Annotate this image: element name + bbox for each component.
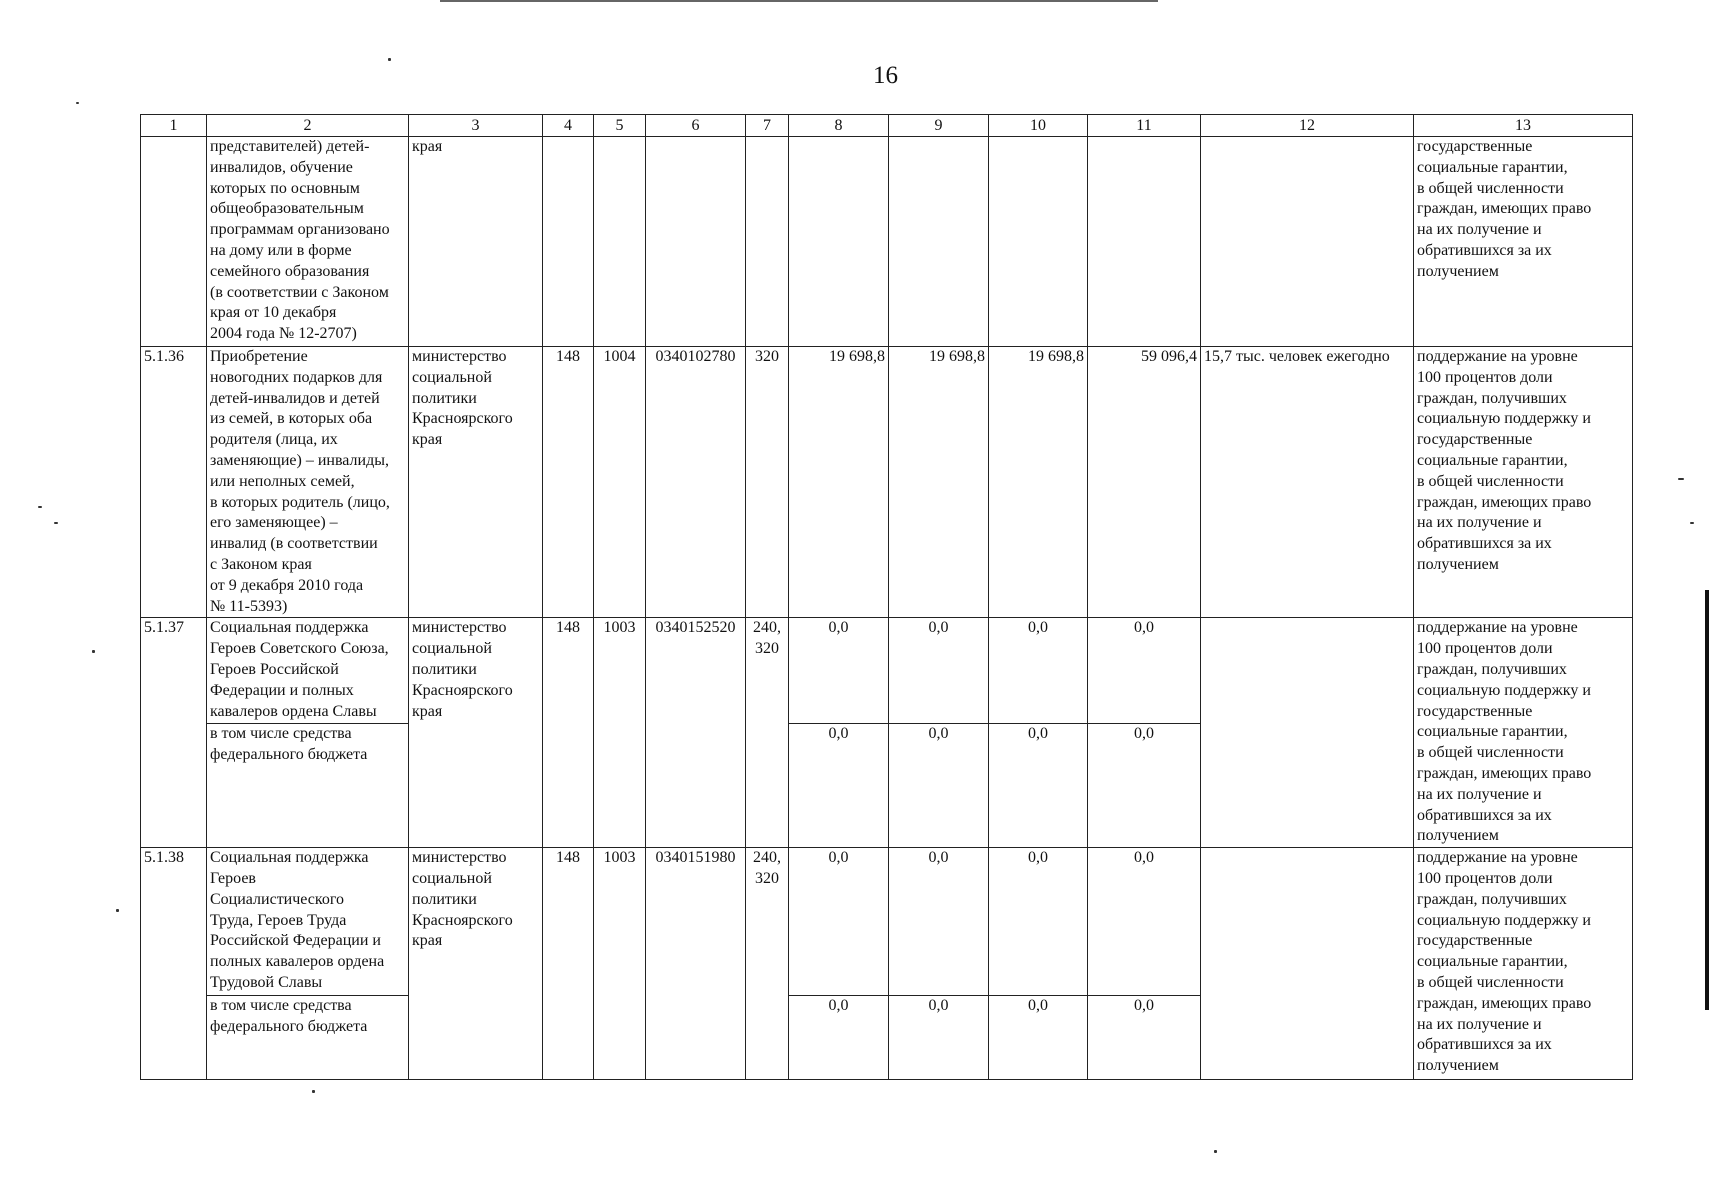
row-number-cell: 5.1.36 (141, 347, 207, 618)
amount-cell: 0,0 (989, 996, 1088, 1080)
table-row-5-1-36 (141, 347, 1633, 618)
csr-cell: 0340151980 (646, 848, 746, 1080)
vr-cell: 240, 320 (746, 848, 789, 1080)
program-table (140, 114, 1633, 1080)
amount-cell: 0,0 (789, 723, 889, 847)
amount-cell: 19 698,8 (889, 347, 989, 618)
table-row-5-1-37 (141, 618, 1633, 723)
vr-cell (746, 137, 789, 347)
indicator-cell: поддержание на уровне 100 процентов доли граждан, получивших социальную поддержку и государственные социальные гарантии, в общей численности граждан, имеющих право на их получение и обратившихся за их получением (1414, 848, 1633, 1080)
agency-cell: министерство социальной политики Красноярского края (409, 347, 543, 618)
indicator-cell: государственные социальные гарантии, в общей численности граждан, имеющих право на их получение и обратившихся за их получением (1414, 137, 1633, 347)
grbs-cell: 148 (543, 848, 594, 1080)
total-cell: 59 096,4 (1088, 347, 1201, 618)
amount-cell (789, 137, 889, 347)
amount-cell: 19 698,8 (989, 347, 1088, 618)
header-cell: 12 (1201, 115, 1414, 137)
result-cell: 15,7 тыс. человек ежегодно (1201, 347, 1414, 618)
csr-cell (646, 137, 746, 347)
amount-cell: 0,0 (789, 848, 889, 996)
grbs-cell (543, 137, 594, 347)
amount-cell: 0,0 (889, 848, 989, 996)
amount-cell: 0,0 (989, 723, 1088, 847)
amount-cell: 0,0 (789, 618, 889, 723)
indicator-cell: поддержание на уровне 100 процентов доли граждан, получивших социальную поддержку и государственные социальные гарантии, в общей численности граждан, имеющих право на их получение и обратившихся за их получением (1414, 618, 1633, 848)
row-number-cell: 5.1.37 (141, 618, 207, 848)
header-cell: 13 (1414, 115, 1633, 137)
header-cell: 9 (889, 115, 989, 137)
rzpr-cell: 1003 (594, 618, 646, 848)
measure-name-cell: Социальная поддержка Героев Социалистического Труда, Героев Труда Российской Федерации и полных кавалеров ордена Трудовой Славы (207, 848, 409, 996)
csr-cell: 0340102780 (646, 347, 746, 618)
header-cell: 11 (1088, 115, 1201, 137)
scan-speck (1690, 522, 1694, 524)
row-number-cell: 5.1.38 (141, 848, 207, 1080)
header-cell: 5 (594, 115, 646, 137)
federal-budget-label: в том числе средства федерального бюджета (207, 723, 409, 847)
total-cell: 0,0 (1088, 723, 1201, 847)
header-cell: 8 (789, 115, 889, 137)
scan-speck (92, 650, 95, 653)
vr-cell: 320 (746, 347, 789, 618)
csr-cell: 0340152520 (646, 618, 746, 848)
scan-speck (116, 909, 119, 912)
total-cell: 0,0 (1088, 618, 1201, 723)
total-cell (1088, 137, 1201, 347)
result-cell (1201, 618, 1414, 848)
rzpr-cell: 1004 (594, 347, 646, 618)
measure-name-cell: представителей) детей- инвалидов, обучение которых по основным общеобразовательным программам организовано на дому или в форме семейного образования (в соответствии с Законом края от 10 декабря 2004 года № 12-2707) (207, 137, 409, 347)
rzpr-cell (594, 137, 646, 347)
measure-name-cell: Социальная поддержка Героев Советского Союза, Героев Российской Федерации и полных кавалеров ордена Славы (207, 618, 409, 723)
scan-speck (1678, 478, 1684, 480)
agency-cell: министерство социальной политики Красноярского края (409, 848, 543, 1080)
scan-speck (76, 102, 79, 104)
header-cell: 10 (989, 115, 1088, 137)
amount-cell: 0,0 (989, 618, 1088, 723)
scan-speck (388, 58, 391, 61)
scan-speck (54, 522, 58, 524)
amount-cell: 0,0 (889, 996, 989, 1080)
scan-speck (312, 1090, 315, 1093)
header-cell: 7 (746, 115, 789, 137)
total-cell: 0,0 (1088, 848, 1201, 996)
amount-cell (989, 137, 1088, 347)
header-cell: 3 (409, 115, 543, 137)
amount-cell: 0,0 (889, 618, 989, 723)
amount-cell: 19 698,8 (789, 347, 889, 618)
header-cell: 1 (141, 115, 207, 137)
header-cell: 4 (543, 115, 594, 137)
table-row-continuation (141, 137, 1633, 347)
amount-cell: 0,0 (789, 996, 889, 1080)
table-row-5-1-38 (141, 848, 1633, 996)
grbs-cell: 148 (543, 618, 594, 848)
header-row (141, 115, 1633, 137)
scan-speck (1214, 1150, 1217, 1153)
amount-cell: 0,0 (889, 723, 989, 847)
vr-cell: 240, 320 (746, 618, 789, 848)
header-cell: 6 (646, 115, 746, 137)
result-cell (1201, 848, 1414, 1080)
page-number: 16 (873, 62, 898, 89)
amount-cell: 0,0 (989, 848, 1088, 996)
agency-cell: края (409, 137, 543, 347)
indicator-cell: поддержание на уровне 100 процентов доли граждан, получивших социальную поддержку и государственные социальные гарантии, в общей численности граждан, имеющих право на их получение и обратившихся за их получением (1414, 347, 1633, 618)
row-number-cell (141, 137, 207, 347)
total-cell: 0,0 (1088, 996, 1201, 1080)
result-cell (1201, 137, 1414, 347)
federal-budget-label: в том числе средства федерального бюджета (207, 996, 409, 1080)
grbs-cell: 148 (543, 347, 594, 618)
scan-speck (38, 506, 42, 508)
scan-margin-bar (1705, 590, 1709, 1010)
agency-cell: министерство социальной политики Красноярского края (409, 618, 543, 848)
rzpr-cell: 1003 (594, 848, 646, 1080)
top-rule (440, 0, 1158, 2)
header-cell: 2 (207, 115, 409, 137)
measure-name-cell: Приобретение новогодних подарков для детей-инвалидов и детей из семей, в которых оба родителя (лица, их заменяющие) – инвалиды, или неполных семей, в которых родитель (лицо, его заменяющее) – инвалид (в соответствии с Законом края от 9 декабря 2010 года № 11-5393) (207, 347, 409, 618)
amount-cell (889, 137, 989, 347)
